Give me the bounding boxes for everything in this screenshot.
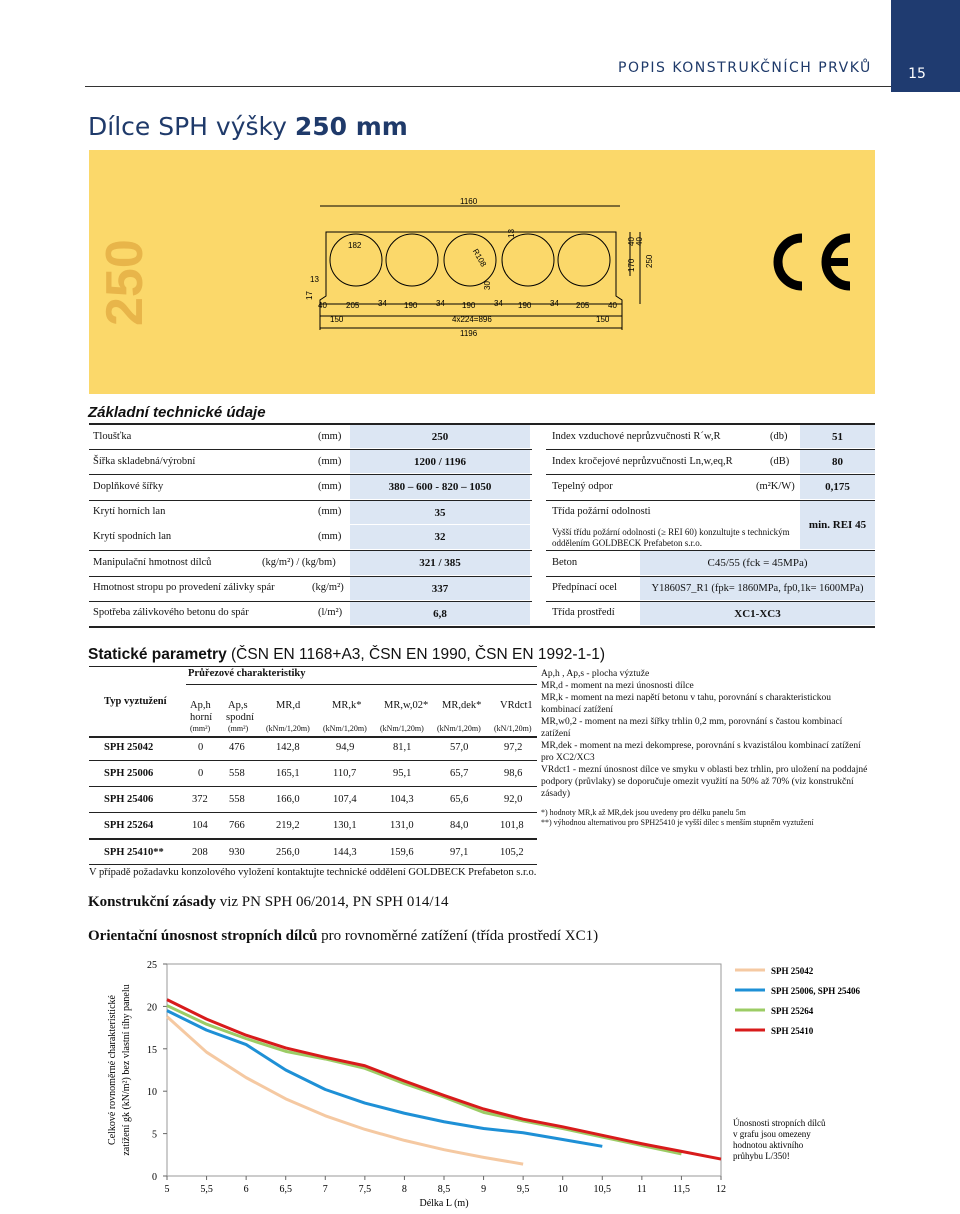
cell-ap-h: 208: [192, 847, 208, 858]
col-sym: MR,k*: [332, 700, 362, 711]
page-title: [88, 112, 408, 141]
dim-top-width: 1160: [460, 197, 478, 206]
x-tick-label: 8,5: [437, 1184, 451, 1195]
legend-label: SPH 25042: [771, 966, 814, 976]
cell-mrw: 159,6: [390, 847, 414, 858]
col-sym: Ap,s: [228, 700, 248, 711]
col-sym: MR,dek*: [442, 700, 482, 711]
col-unit: (kNm/1,20m): [266, 724, 310, 733]
dim-edge-left: 150: [330, 315, 344, 324]
cell-mrd: 165,1: [276, 768, 300, 779]
cell-ap-h: 0: [198, 742, 204, 753]
dim-row-1: 205: [346, 301, 360, 310]
orientacni-bold: Orientační únosnost stropních dílců: [88, 928, 318, 944]
right-row-value: XC1-XC3: [640, 602, 875, 625]
col-sub: horní: [190, 712, 213, 723]
x-tick-label: 5,5: [200, 1184, 213, 1195]
dim-40a: 40: [627, 237, 636, 246]
symbol-notes: [541, 668, 873, 828]
right-row-value: 80: [800, 450, 875, 473]
left-row-label: Šířka skladebná/výrobní: [93, 456, 196, 467]
left-row-label: Krytí spodních lan: [93, 531, 172, 542]
col-unit: (kNm/1,20m): [323, 724, 367, 733]
orientacni-heading: [88, 928, 598, 945]
cell-mrdek: 65,6: [450, 794, 469, 805]
left-row-value: 6,8: [350, 602, 530, 625]
right-row-value: Y1860S7_R1 (fpk= 1860MPa, fp0,1k= 1600MPa): [640, 577, 875, 600]
left-row-unit: (kg/m²): [312, 582, 344, 593]
row-rule: [89, 864, 537, 865]
dim-row-7: 190: [518, 301, 532, 310]
row-type: SPH 25410**: [104, 847, 164, 858]
x-axis-label: Délka L (m): [419, 1198, 469, 1209]
cross-section-drawing: [300, 196, 660, 341]
dim-row-5: 190: [462, 301, 476, 310]
left-row-label: Hmotnost stropu po provedení zálivky spár: [93, 582, 275, 593]
cell-vrd: 98,6: [504, 768, 523, 779]
left-row-value: 337: [350, 577, 530, 600]
row-type: SPH 25042: [104, 742, 154, 753]
right-row-label: Index vzduchové neprůzvučnosti R´w,R: [552, 431, 721, 442]
konstrukcni-heading: [88, 894, 449, 911]
right-row-value: 0,175: [800, 475, 875, 499]
header-rule: [85, 86, 891, 87]
left-row-unit: (mm): [318, 456, 342, 467]
note-line: MR,d - moment na mezi únosnosti dílce: [541, 681, 694, 691]
fire-resistance-value: min. REI 45: [800, 501, 875, 549]
left-row-value: 35: [350, 501, 530, 524]
col-unit: (kNm/1,20m): [380, 724, 424, 733]
dim-182: 182: [348, 241, 362, 250]
chart-svg: [89, 948, 875, 1210]
cell-vrd: 97,2: [504, 742, 523, 753]
right-row-unit: (dB): [770, 456, 790, 467]
left-row-unit: (mm): [318, 531, 342, 542]
cell-mrd: 142,8: [276, 742, 300, 753]
x-tick-label: 9,5: [516, 1184, 530, 1195]
y-tick-label: 5: [152, 1129, 157, 1141]
cell-mrk: 107,4: [333, 794, 357, 805]
cell-ap-s: 558: [229, 768, 245, 779]
left-row-unit: (mm): [318, 506, 342, 517]
x-tick-label: 9: [481, 1184, 487, 1195]
col-unit: (mm²): [190, 724, 211, 733]
col-sym: VRdct1: [500, 700, 533, 711]
x-tick-label: 5: [164, 1184, 170, 1195]
dim-40b: 40: [635, 237, 644, 246]
x-tick-label: 6: [243, 1184, 249, 1195]
right-row-label: Třída požární odolnosti: [552, 506, 651, 517]
chart-note: Únosnosti stropních dílců: [733, 1118, 826, 1128]
cell-ap-h: 104: [192, 820, 208, 831]
right-row-value: 51: [800, 425, 875, 448]
cell-mrdek: 57,0: [450, 742, 469, 753]
col-unit: (mm²): [228, 724, 249, 733]
header-rule: [89, 736, 537, 738]
left-row-value: 1200 / 1196: [350, 450, 530, 473]
left-row-label: Doplňkové šířky: [93, 481, 164, 492]
right-row-label: Vyšší třídu požární odolnosti (≥ REI 60) konzultujte s technickým oddělením GOLDBECK Prefabeton s.r.o.: [552, 527, 790, 548]
col-sym: Ap,h: [190, 700, 211, 711]
left-row-label: Krytí horních lan: [93, 506, 166, 517]
static-top-rule: [89, 666, 537, 667]
dim-250: 250: [645, 254, 654, 268]
x-tick-label: 11,5: [672, 1184, 690, 1195]
chart-note: v grafu jsou omezeny: [733, 1129, 811, 1139]
x-tick-label: 12: [716, 1184, 726, 1195]
note-line: VRdct1 - mezní únosnost dílce ve smyku v oblasti bez trhlin, pro uložení na poddajné podpory (průvlaky) se doporučuje omezit využití na 50% až 70% (viz konstrukční zásady): [541, 765, 868, 799]
left-row-value: 250: [350, 425, 530, 448]
capacity-chart: [89, 948, 875, 1210]
cell-mrdek: 97,1: [450, 847, 469, 858]
dim-row-4: 34: [436, 299, 445, 308]
height-label-text: 250: [96, 239, 154, 326]
row-rule: [89, 760, 537, 761]
left-row-unit: (l/m²): [318, 607, 343, 618]
cell-mrdek: 84,0: [450, 820, 469, 831]
row-rule: [89, 838, 537, 840]
col-unit: (kN/1,20m): [494, 724, 532, 733]
basic-bottom-rule: [89, 626, 875, 628]
cell-ap-s: 766: [229, 820, 245, 831]
dim-row-2: 34: [378, 299, 387, 308]
row-rule: [89, 786, 537, 787]
cell-mrdek: 65,7: [450, 768, 469, 779]
cell-vrd: 105,2: [500, 847, 524, 858]
col-unit: (kNm/1,20m): [437, 724, 481, 733]
dim-13-top: 13: [507, 229, 516, 238]
left-row-label: Manipulační hmotnost dílců: [93, 557, 212, 568]
left-row-label: Tloušťka: [93, 431, 132, 442]
section-title: POPIS KONSTRUKČNÍCH PRVKŮ: [618, 60, 872, 76]
right-row-label: Index kročejové neprůzvučnosti Ln,w,eq,R: [552, 456, 733, 467]
cell-mrd: 256,0: [276, 847, 300, 858]
cell-mrd: 166,0: [276, 794, 300, 805]
y-tick-label: 20: [147, 1002, 157, 1014]
static-heading-bold: Statické parametry: [88, 646, 227, 663]
dim-17: 17: [305, 291, 314, 300]
row-rule: [89, 812, 537, 813]
left-row-unit: (mm): [318, 431, 342, 442]
x-tick-label: 6,5: [279, 1184, 292, 1195]
title-prefix: Dílce SPH výšky: [88, 112, 287, 141]
x-tick-label: 10,5: [593, 1184, 612, 1195]
static-heading-rest: (ČSN EN 1168+A3, ČSN EN 1990, ČSN EN 1992-1-1): [226, 646, 606, 663]
y-tick-label: 15: [147, 1044, 157, 1056]
left-row-value: 32: [350, 525, 530, 549]
note-line: Ap,h , Ap,s - plocha výztuže: [541, 669, 650, 679]
right-row-label: Třída prostředí: [552, 607, 615, 618]
konstrukcni-bold: Konstrukční zásady: [88, 894, 216, 910]
dim-edge-right: 150: [596, 315, 610, 324]
x-tick-label: 11: [637, 1184, 647, 1195]
cell-mrw: 81,1: [393, 742, 412, 753]
dim-row-6: 34: [494, 299, 503, 308]
orientacni-rest: pro rovnoměrné zatížení (třída prostředí XC1): [317, 928, 599, 944]
y-tick-label: 0: [152, 1172, 157, 1183]
dim-row-0: 40: [318, 301, 327, 310]
cell-mrd: 219,2: [276, 820, 300, 831]
note-line: MR,dek - moment na mezi dekomprese, porovnání s kvazistálou kombinací zatížení pro XC2/XC3: [541, 741, 861, 763]
right-row-unit: (m²K/W): [756, 481, 795, 492]
cell-vrd: 101,8: [500, 820, 524, 831]
legend-label: SPH 25006, SPH 25406: [771, 986, 861, 996]
konstrukcni-rest: viz PN SPH 06/2014, PN SPH 014/14: [215, 894, 449, 910]
y-axis-label: Celkové rovnoměrné charakteristické: [107, 995, 118, 1145]
page-number: 15: [908, 66, 926, 82]
chart-note: průhybu L/350!: [733, 1151, 790, 1161]
col-sym: MR,w,02*: [384, 700, 429, 711]
cell-ap-h: 372: [192, 794, 208, 805]
cell-vrd: 92,0: [504, 794, 523, 805]
static-heading: [88, 646, 605, 664]
dim-13-left: 13: [310, 275, 319, 284]
row-type: SPH 25006: [104, 768, 154, 779]
height-label: [96, 200, 160, 330]
dim-core-spacing: 4x224=896: [452, 315, 492, 324]
cell-mrk: 94,9: [336, 742, 355, 753]
legend-label: SPH 25410: [771, 1026, 814, 1036]
note-line: MR,k - moment na mezi napětí betonu v tahu, porovnání s charakteristickou kombinací zatížení: [541, 693, 831, 715]
dim-row-8: 34: [550, 299, 559, 308]
dim-bottom-width: 1196: [460, 329, 478, 338]
cell-mrw: 131,0: [390, 820, 414, 831]
left-row-unit: (mm): [318, 481, 342, 492]
note-line: **) výhodnou alternativou pro SPH25410 je vyšší dílec s menším stupněm vyztužení: [541, 818, 814, 827]
group-rule: [186, 684, 537, 685]
cell-ap-s: 476: [229, 742, 245, 753]
right-row-unit: (db): [770, 431, 788, 442]
legend-label: SPH 25264: [771, 1006, 814, 1016]
left-row-label: Spotřeba zálivkového betonu do spár: [93, 607, 249, 618]
y-tick-label: 25: [147, 960, 157, 971]
dim-30: 30: [483, 281, 492, 290]
dim-row-3: 190: [404, 301, 418, 310]
cell-mrk: 144,3: [333, 847, 357, 858]
y-axis-label: zatížení gk (kN/m²) bez vlastní tíhy panelu: [121, 984, 132, 1156]
x-tick-label: 8: [401, 1184, 407, 1195]
chart-note: hodnotou aktivního: [733, 1140, 804, 1150]
right-row-label: Beton: [552, 557, 578, 568]
note-line: MR,w0,2 - moment na mezi šířky trhlin 0,2 mm, porovnání s častou kombinací zatížení: [541, 717, 843, 739]
group-header: Průřezové charakteristiky: [188, 668, 306, 679]
cell-ap-s: 558: [229, 794, 245, 805]
cell-mrk: 110,7: [333, 768, 357, 779]
note-line: *) hodnoty MR,k až MR,dek jsou uvedeny pro délku panelu 5m: [541, 808, 746, 817]
col-sym: MR,d: [276, 700, 301, 711]
cell-mrw: 95,1: [393, 768, 412, 779]
left-row-value: 321 / 385: [350, 551, 530, 575]
type-header: Typ vyztužení: [104, 696, 167, 707]
dim-170: 170: [627, 258, 636, 272]
dim-row-10: 40: [608, 301, 617, 310]
y-tick-label: 10: [147, 1087, 157, 1099]
cell-mrw: 104,3: [390, 794, 414, 805]
x-tick-label: 7: [322, 1184, 328, 1195]
x-tick-label: 10: [557, 1184, 568, 1195]
row-type: SPH 25406: [104, 794, 154, 805]
title-suffix: 250 mm: [294, 112, 408, 141]
cell-ap-h: 0: [198, 768, 204, 779]
basic-heading: Základní technické údaje: [88, 404, 266, 421]
cell-mrk: 130,1: [333, 820, 357, 831]
col-sub: spodní: [226, 712, 255, 723]
right-row-label: Tepelný odpor: [552, 481, 613, 492]
cell-ap-s: 930: [229, 847, 245, 858]
static-footnote: V případě požadavku konzolového vyložení kontaktujte technické oddělení GOLDBECK Prefabeton s.r.o.: [89, 867, 537, 878]
left-row-unit: (kg/m²) / (kg/bm): [262, 557, 336, 568]
dim-row-9: 205: [576, 301, 590, 310]
ce-mark-icon: [768, 232, 858, 292]
right-row-label: Předpínací ocel: [552, 582, 618, 593]
dim-r108: R108: [470, 247, 489, 269]
left-row-value: 380 – 600 - 820 – 1050: [350, 475, 530, 499]
right-row-value: C45/55 (fck = 45MPa): [640, 551, 875, 575]
row-type: SPH 25264: [104, 820, 154, 831]
x-tick-label: 7,5: [358, 1184, 372, 1195]
